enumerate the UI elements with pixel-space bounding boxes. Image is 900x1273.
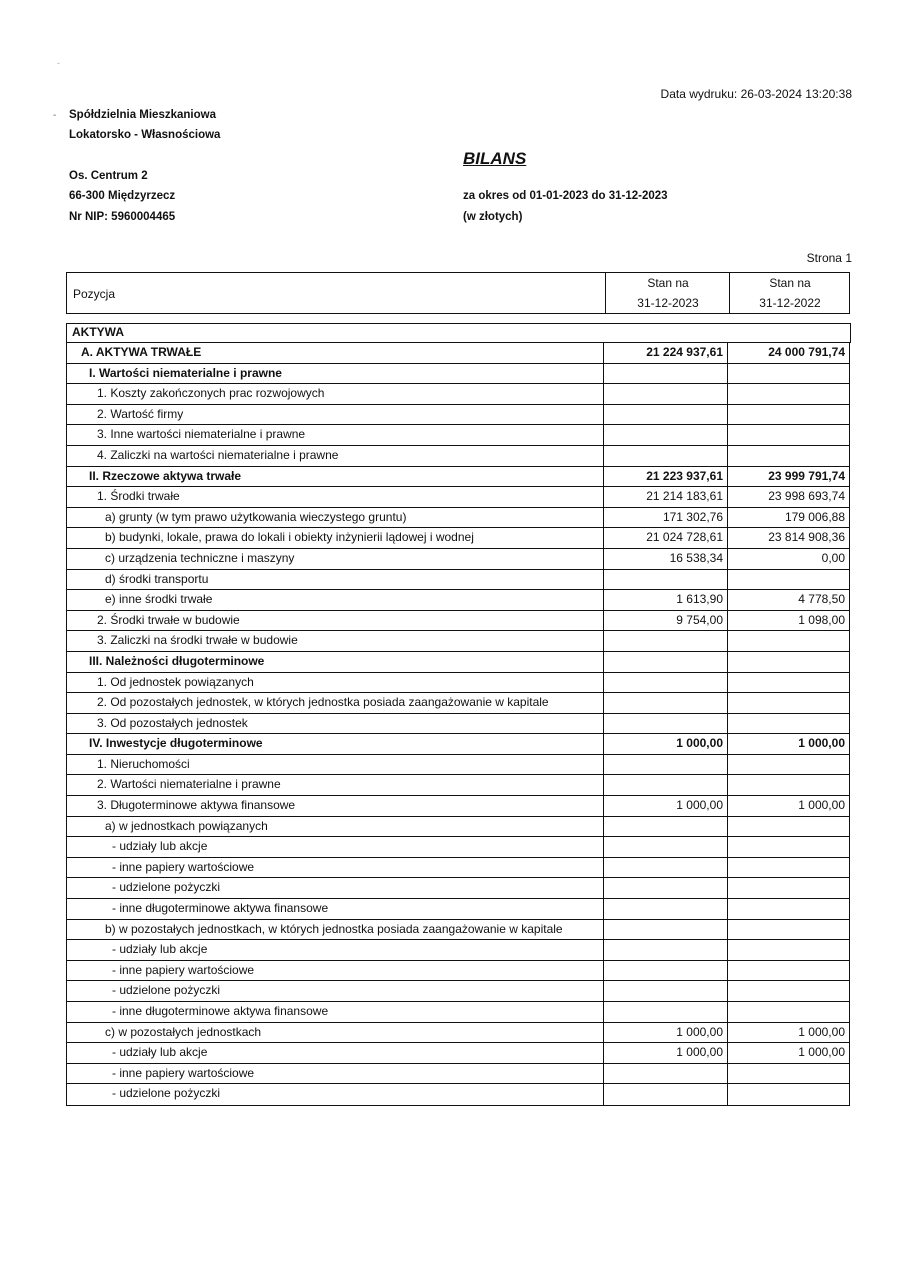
section-header-aktywa: AKTYWA <box>66 323 851 343</box>
value-2023 <box>603 714 727 734</box>
header-col-2022-line2: 31-12-2022 <box>759 296 821 310</box>
value-2022 <box>727 1084 849 1105</box>
value-2023: 1 000,00 <box>603 796 727 816</box>
value-2022: 23 998 693,74 <box>727 487 849 507</box>
value-2022 <box>727 1002 849 1022</box>
company-nip: Nr NIP: 5960004465 <box>69 211 176 223</box>
print-date: Data wydruku: 26-03-2024 13:20:38 <box>660 87 852 101</box>
table-row <box>67 693 849 714</box>
table-row <box>67 920 849 941</box>
value-2022 <box>727 878 849 898</box>
value-2023: 21 224 937,61 <box>603 343 727 363</box>
row-label: 2. Od pozostałych jednostek, w których jednostka posiada zaangażowanie w kapitale <box>97 695 549 710</box>
row-label: III. Należności długoterminowe <box>89 653 265 668</box>
table-row <box>67 775 849 796</box>
row-label: - inne papiery wartościowe <box>112 962 255 977</box>
header-position-label: Pozycja <box>73 287 116 301</box>
row-label: e) inne środki trwałe <box>105 592 213 607</box>
row-label: - inne papiery wartościowe <box>112 859 255 874</box>
row-label: 1. Nieruchomości <box>97 756 190 771</box>
row-label: 2. Wartości niematerialne i prawne <box>97 777 281 792</box>
row-label: - udziały lub akcje <box>112 1045 208 1060</box>
row-label: 3. Długoterminowe aktywa finansowe <box>97 798 296 813</box>
table-row <box>67 508 849 529</box>
row-label: A. AKTYWA TRWAŁE <box>81 345 202 359</box>
table-row <box>67 796 849 817</box>
value-2022: 1 000,00 <box>727 1023 849 1043</box>
value-2022 <box>727 837 849 857</box>
row-label: 2. Środki trwałe w budowie <box>97 612 240 627</box>
value-2023: 21 024 728,61 <box>603 528 727 548</box>
header-col-2022 <box>729 273 850 313</box>
company-name-line1: Spółdzielnia Mieszkaniowa <box>69 109 216 121</box>
value-2023 <box>603 1002 727 1022</box>
value-2023 <box>603 384 727 404</box>
value-2023 <box>603 920 727 940</box>
row-label: c) w pozostałych jednostkach <box>105 1024 262 1039</box>
row-label: 4. Zaliczki na wartości niematerialne i prawne <box>97 447 339 462</box>
value-2023: 16 538,34 <box>603 549 727 569</box>
table-row <box>67 549 849 570</box>
table-row <box>67 837 849 858</box>
value-2022 <box>727 858 849 878</box>
value-2022 <box>727 364 849 384</box>
value-2023 <box>603 652 727 672</box>
value-2023 <box>603 364 727 384</box>
value-2023: 171 302,76 <box>603 508 727 528</box>
table-row <box>67 1023 849 1044</box>
row-label: b) budynki, lokale, prawa do lokali i obiekty inżynierii lądowej i wodnej <box>105 530 474 545</box>
value-2023 <box>603 981 727 1001</box>
table-row <box>67 1043 849 1064</box>
value-2023 <box>603 837 727 857</box>
table-row <box>67 940 849 961</box>
value-2022: 23 999 791,74 <box>727 467 849 487</box>
row-label: - udziały lub akcje <box>112 942 208 957</box>
table-row <box>67 858 849 879</box>
value-2023 <box>603 425 727 445</box>
value-2023: 1 000,00 <box>603 1043 727 1063</box>
value-2023 <box>603 446 727 466</box>
value-2022: 1 000,00 <box>727 796 849 816</box>
row-label: b) w pozostałych jednostkach, w których jednostka posiada zaangażowanie w kapitale <box>105 921 563 936</box>
value-2022 <box>727 961 849 981</box>
value-2023 <box>603 570 727 590</box>
row-label: 1. Koszty zakończonych prac rozwojowych <box>97 386 325 401</box>
table-row <box>67 961 849 982</box>
value-2023: 21 214 183,61 <box>603 487 727 507</box>
table-row <box>67 631 849 652</box>
header-col-2022-line1: Stan na <box>769 276 811 290</box>
value-2022 <box>727 899 849 919</box>
table-row <box>67 446 849 467</box>
value-2023: 1 000,00 <box>603 734 727 754</box>
row-label: - udzielone pożyczki <box>112 983 221 998</box>
table-row <box>67 673 849 694</box>
table-row <box>67 570 849 591</box>
table-row <box>67 734 849 755</box>
value-2022 <box>727 940 849 960</box>
table-row <box>67 425 849 446</box>
row-label: - udzielone pożyczki <box>112 1086 221 1101</box>
table-row <box>67 405 849 426</box>
table-row <box>67 611 849 632</box>
value-2023 <box>603 693 727 713</box>
value-2022 <box>727 570 849 590</box>
table-header <box>66 272 850 314</box>
table-row <box>67 343 849 364</box>
value-2022: 4 778,50 <box>727 590 849 610</box>
table-row <box>67 1064 849 1085</box>
value-2023: 1 000,00 <box>603 1023 727 1043</box>
value-2023 <box>603 1084 727 1105</box>
table-row <box>67 652 849 673</box>
table-row <box>67 590 849 611</box>
table-row <box>67 1084 849 1105</box>
table-row <box>67 528 849 549</box>
row-label: 2. Wartość firmy <box>97 406 184 421</box>
company-address-line1: Os. Centrum 2 <box>69 170 148 182</box>
value-2022 <box>727 425 849 445</box>
row-label: c) urządzenia techniczne i maszyny <box>105 550 295 565</box>
scan-mark: - <box>57 58 60 68</box>
value-2022: 1 000,00 <box>727 1043 849 1063</box>
value-2023 <box>603 817 727 837</box>
table-row <box>67 487 849 508</box>
value-2022 <box>727 631 849 651</box>
value-2023 <box>603 405 727 425</box>
page-number: Strona 1 <box>806 251 852 265</box>
table-row <box>67 899 849 920</box>
value-2023 <box>603 858 727 878</box>
balance-table <box>66 343 850 1106</box>
value-2023 <box>603 940 727 960</box>
value-2023 <box>603 899 727 919</box>
row-label: II. Rzeczowe aktywa trwałe <box>89 468 242 483</box>
value-2022: 1 000,00 <box>727 734 849 754</box>
value-2022 <box>727 405 849 425</box>
value-2023: 1 613,90 <box>603 590 727 610</box>
value-2022 <box>727 446 849 466</box>
row-label: - udzielone pożyczki <box>112 880 221 895</box>
value-2022: 23 814 908,36 <box>727 528 849 548</box>
table-row <box>67 364 849 385</box>
header-col-2023 <box>605 273 730 313</box>
value-2022: 1 098,00 <box>727 611 849 631</box>
value-2022 <box>727 775 849 795</box>
row-label: - inne długoterminowe aktywa finansowe <box>112 901 329 916</box>
header-col-2023-line2: 31-12-2023 <box>637 296 699 310</box>
value-2022: 179 006,88 <box>727 508 849 528</box>
table-row <box>67 981 849 1002</box>
value-2023 <box>603 775 727 795</box>
table-row <box>67 467 849 488</box>
row-label: d) środki transportu <box>105 571 209 586</box>
table-row <box>67 1002 849 1023</box>
value-2022 <box>727 1064 849 1084</box>
row-label: 3. Od pozostałych jednostek <box>97 715 248 730</box>
value-2022 <box>727 714 849 734</box>
currency-note: (w złotych) <box>463 211 523 223</box>
document-title: BILANS <box>463 149 527 168</box>
header-col-2023-line1: Stan na <box>647 276 689 290</box>
row-label: - inne długoterminowe aktywa finansowe <box>112 1004 329 1018</box>
table-row <box>67 384 849 405</box>
row-label: IV. Inwestycje długoterminowe <box>89 736 263 751</box>
value-2022: 24 000 791,74 <box>727 343 849 363</box>
value-2023 <box>603 631 727 651</box>
table-row <box>67 755 849 776</box>
row-label: a) grunty (w tym prawo użytkowania wieczystego gruntu) <box>105 509 407 524</box>
row-label: - udziały lub akcje <box>112 839 208 854</box>
reporting-period: za okres od 01-01-2023 do 31-12-2023 <box>463 190 668 202</box>
header-position-cell <box>67 273 605 313</box>
value-2023 <box>603 878 727 898</box>
value-2023 <box>603 1064 727 1084</box>
row-label: I. Wartości niematerialne i prawne <box>89 365 282 380</box>
company-name-line2: Lokatorsko - Własnościowa <box>69 129 221 141</box>
value-2023 <box>603 673 727 693</box>
table-row <box>67 817 849 838</box>
value-2022 <box>727 920 849 940</box>
row-label: 1. Środki trwałe <box>97 489 180 504</box>
scan-mark: - <box>53 110 57 121</box>
value-2023 <box>603 755 727 775</box>
row-label: - inne papiery wartościowe <box>112 1065 255 1080</box>
value-2023 <box>603 961 727 981</box>
row-label: a) w jednostkach powiązanych <box>105 818 268 833</box>
value-2022 <box>727 652 849 672</box>
company-address-line2: 66-300 Międzyrzecz <box>69 190 176 202</box>
row-label: 3. Inne wartości niematerialne i prawne <box>97 427 306 442</box>
table-row <box>67 878 849 899</box>
value-2022 <box>727 817 849 837</box>
value-2022 <box>727 693 849 713</box>
row-label: 1. Od jednostek powiązanych <box>97 674 254 689</box>
value-2022 <box>727 755 849 775</box>
value-2022 <box>727 981 849 1001</box>
row-label: 3. Zaliczki na środki trwałe w budowie <box>97 633 298 648</box>
value-2022 <box>727 673 849 693</box>
value-2022: 0,00 <box>727 549 849 569</box>
value-2022 <box>727 384 849 404</box>
value-2023: 9 754,00 <box>603 611 727 631</box>
value-2023: 21 223 937,61 <box>603 467 727 487</box>
table-row <box>67 714 849 735</box>
